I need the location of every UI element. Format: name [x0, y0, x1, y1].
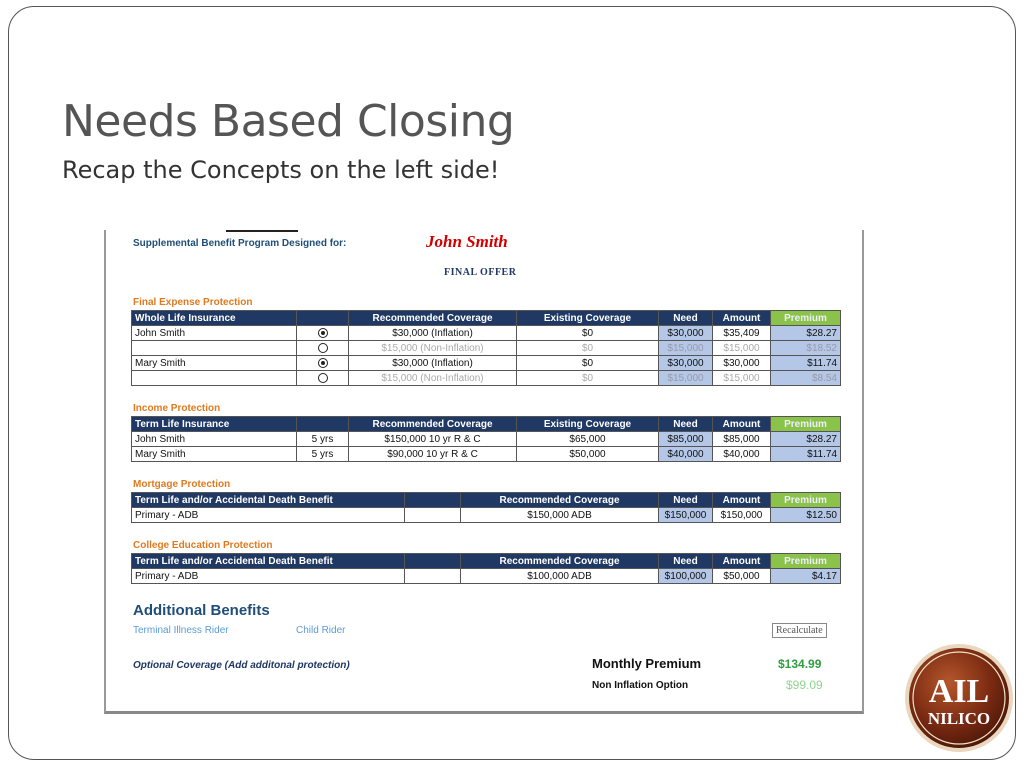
premium-value: $28.27: [771, 432, 841, 447]
final-offer-heading: FINAL OFFER: [444, 267, 517, 278]
recommended-coverage: $15,000 (Non-Inflation): [349, 341, 517, 356]
recalculate-button[interactable]: Recalculate: [772, 623, 827, 638]
existing-coverage: $0: [517, 371, 659, 386]
table-row: [132, 326, 841, 341]
radio-selected-icon[interactable]: [318, 358, 328, 368]
column-header: Amount: [713, 554, 771, 569]
mortgage-protection-table: [131, 492, 841, 523]
premium-value: $18.52: [771, 341, 841, 356]
amount-value: $35,409: [713, 326, 771, 341]
final-expense-table: [131, 310, 841, 386]
existing-coverage: $50,000: [517, 447, 659, 462]
insured-name: Primary - ADB: [132, 569, 405, 584]
monthly-premium-label: Monthly Premium: [592, 656, 702, 671]
amount-value: $40,000: [713, 447, 771, 462]
non-inflation-value: $99.09: [786, 678, 823, 692]
premium-value: $11.74: [771, 447, 841, 462]
coverage-radio[interactable]: [297, 326, 349, 341]
column-header: [405, 554, 461, 569]
table-row: [132, 569, 841, 584]
amount-value: $15,000: [713, 371, 771, 386]
blank-cell: [405, 569, 461, 584]
column-header: Existing Coverage: [517, 417, 659, 432]
premium-value: $11.74: [771, 356, 841, 371]
coverage-radio[interactable]: [297, 356, 349, 371]
insured-name: Mary Smith: [132, 356, 297, 371]
column-header: Existing Coverage: [517, 311, 659, 326]
column-header: Term Life Insurance: [132, 417, 297, 432]
recommended-coverage: $150,000 10 yr R & C: [349, 432, 517, 447]
need-value: $30,000: [659, 356, 713, 371]
amount-value: $85,000: [713, 432, 771, 447]
existing-coverage: $0: [517, 326, 659, 341]
amount-value: $15,000: [713, 341, 771, 356]
table-header: [132, 554, 841, 569]
income-protection-label: Income Protection: [133, 403, 221, 414]
insured-name: Mary Smith: [132, 447, 297, 462]
table-header: [132, 311, 841, 326]
table-row: [132, 371, 841, 386]
slide-title: Needs Based Closing: [62, 96, 515, 147]
table-row: [132, 356, 841, 371]
column-header: Amount: [713, 417, 771, 432]
column-header: Whole Life Insurance: [132, 311, 297, 326]
divider: [226, 230, 298, 232]
blank-cell: [405, 508, 461, 523]
mortgage-protection-label: Mortgage Protection: [133, 479, 231, 490]
nilico-logo: [903, 642, 1015, 754]
table-header: [132, 417, 841, 432]
recommended-coverage: $15,000 (Non-Inflation): [349, 371, 517, 386]
radio-selected-icon[interactable]: [318, 328, 328, 338]
premium-value: $4.17: [771, 569, 841, 584]
column-header: Premium: [771, 493, 841, 508]
table-row: [132, 508, 841, 523]
monthly-premium-value: $134.99: [778, 657, 822, 671]
recommended-coverage: $30,000 (Inflation): [349, 326, 517, 341]
existing-coverage: $0: [517, 356, 659, 371]
need-value: $15,000: [659, 371, 713, 386]
designed-for-label: Supplemental Benefit Program Designed for:: [133, 238, 347, 249]
column-header: Premium: [771, 417, 841, 432]
coverage-radio[interactable]: [297, 371, 349, 386]
term-length: 5 yrs: [297, 447, 349, 462]
radio-unselected-icon[interactable]: [318, 343, 328, 353]
table-row: [132, 432, 841, 447]
insured-name: Primary - ADB: [132, 508, 405, 523]
column-header: Recommended Coverage: [349, 417, 517, 432]
premium-value: $8.54: [771, 371, 841, 386]
college-protection-table: [131, 553, 841, 584]
column-header: Recommended Coverage: [461, 554, 659, 569]
amount-value: $150,000: [713, 508, 771, 523]
college-protection-label: College Education Protection: [133, 540, 273, 551]
column-header: Premium: [771, 554, 841, 569]
recommended-coverage: $100,000 ADB: [461, 569, 659, 584]
need-value: $40,000: [659, 447, 713, 462]
coverage-radio[interactable]: [297, 341, 349, 356]
offer-screenshot: [104, 230, 864, 714]
column-header: Term Life and/or Accidental Death Benefit: [132, 554, 405, 569]
column-header: Need: [659, 554, 713, 569]
optional-coverage-link[interactable]: Optional Coverage (Add additonal protection): [133, 660, 350, 671]
final-expense-label: Final Expense Protection: [133, 297, 253, 308]
column-header: [297, 417, 349, 432]
term-length: 5 yrs: [297, 432, 349, 447]
premium-value: $12.50: [771, 508, 841, 523]
column-header: Amount: [713, 311, 771, 326]
logo-ail-text: AIL: [928, 673, 990, 710]
premium-value: $28.27: [771, 326, 841, 341]
column-header: Need: [659, 493, 713, 508]
column-header: [405, 493, 461, 508]
amount-value: $50,000: [713, 569, 771, 584]
child-rider-link[interactable]: Child Rider: [296, 625, 346, 636]
need-value: $85,000: [659, 432, 713, 447]
radio-unselected-icon[interactable]: [318, 373, 328, 383]
need-value: $30,000: [659, 326, 713, 341]
column-header: Recommended Coverage: [461, 493, 659, 508]
recommended-coverage: $150,000 ADB: [461, 508, 659, 523]
amount-value: $30,000: [713, 356, 771, 371]
need-value: $150,000: [659, 508, 713, 523]
table-row: [132, 341, 841, 356]
non-inflation-label: Non Inflation Option: [592, 680, 689, 691]
slide-subtitle: Recap the Concepts on the left side!: [62, 156, 500, 184]
column-header: Term Life and/or Accidental Death Benefit: [132, 493, 405, 508]
logo-nilico-text: NILICO: [927, 709, 991, 728]
column-header: Recommended Coverage: [349, 311, 517, 326]
additional-benefits-heading: Additional Benefits: [133, 602, 270, 619]
column-header: Need: [659, 311, 713, 326]
insured-name: John Smith: [132, 432, 297, 447]
need-value: $15,000: [659, 341, 713, 356]
insured-name: [132, 341, 297, 356]
column-header: [297, 311, 349, 326]
recommended-coverage: $90,000 10 yr R & C: [349, 447, 517, 462]
insured-name: [132, 371, 297, 386]
terminal-illness-rider-link[interactable]: Terminal Illness Rider: [133, 625, 229, 636]
table-header: [132, 493, 841, 508]
recommended-coverage: $30,000 (Inflation): [349, 356, 517, 371]
need-value: $100,000: [659, 569, 713, 584]
table-row: [132, 447, 841, 462]
column-header: Need: [659, 417, 713, 432]
client-name: John Smith: [426, 232, 508, 251]
column-header: Amount: [713, 493, 771, 508]
income-protection-table: [131, 416, 841, 462]
column-header: Premium: [771, 311, 841, 326]
existing-coverage: $65,000: [517, 432, 659, 447]
insured-name: John Smith: [132, 326, 297, 341]
existing-coverage: $0: [517, 341, 659, 356]
